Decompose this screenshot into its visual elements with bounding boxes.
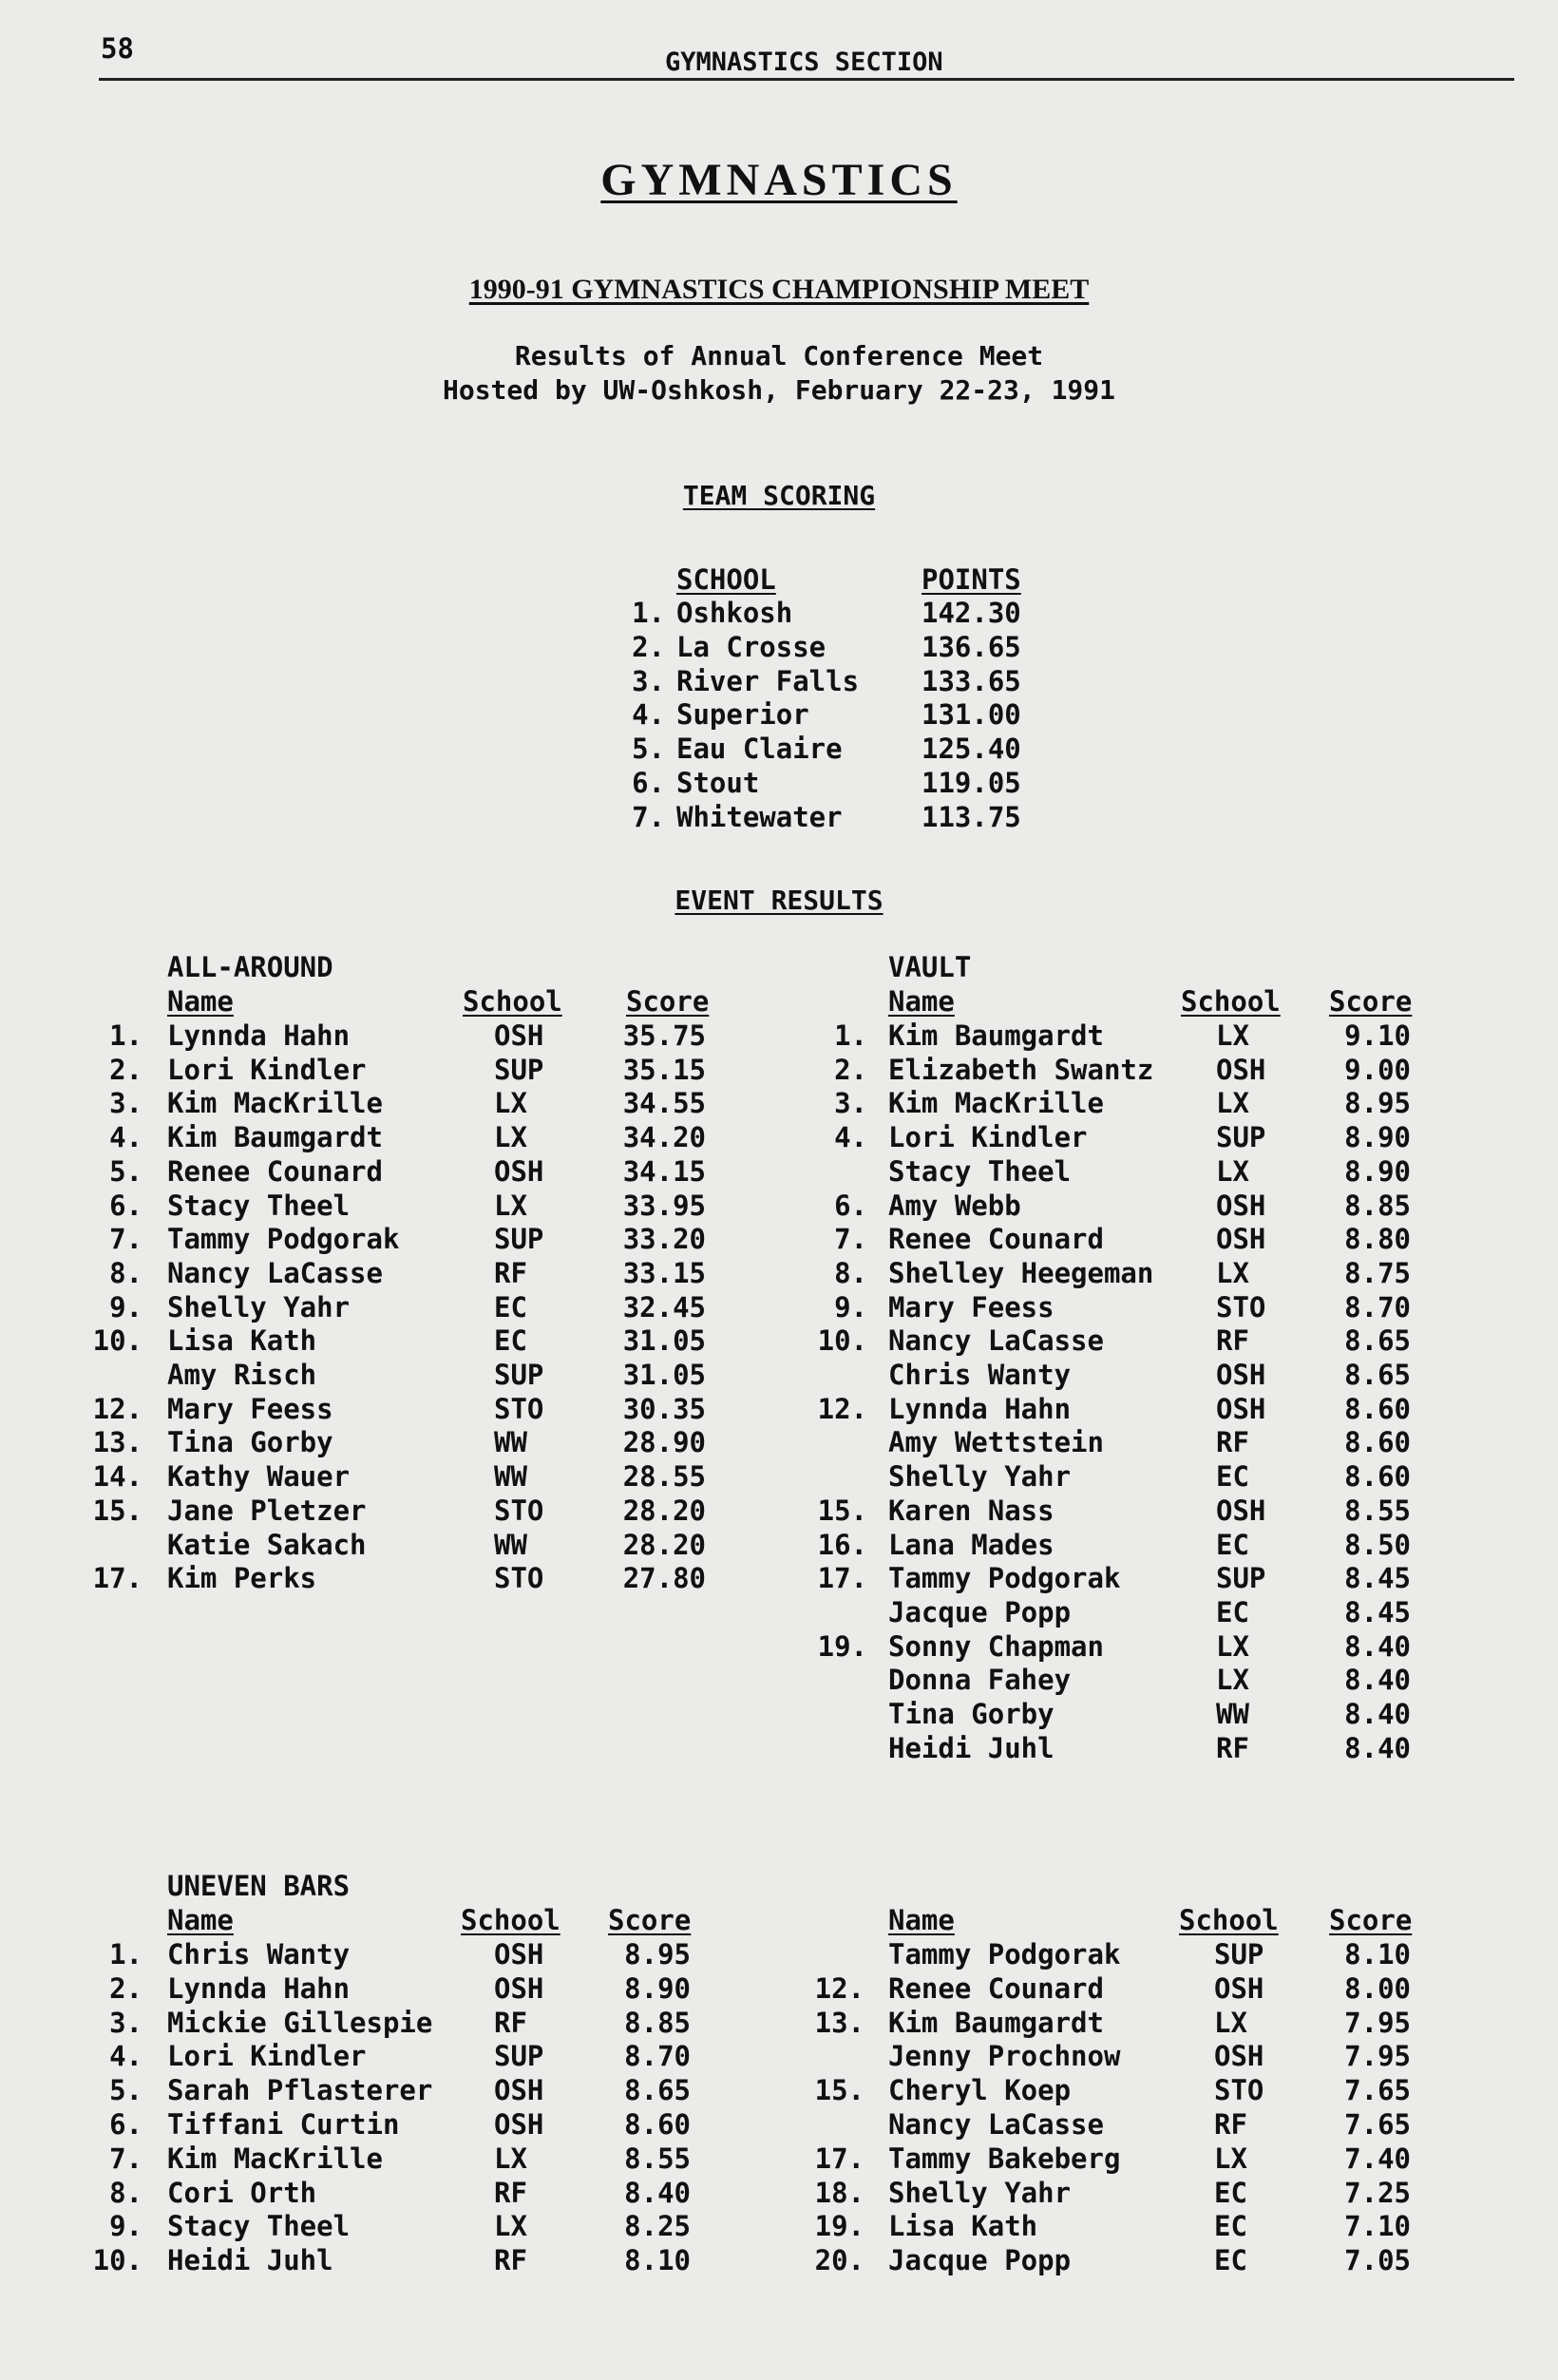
col-school-header: School bbox=[461, 1904, 560, 1936]
rank: 19. bbox=[817, 1629, 867, 1663]
school-code: SUP bbox=[494, 2040, 544, 2073]
team-points: 142.30 bbox=[922, 597, 1021, 629]
school-code: RF bbox=[1216, 1426, 1249, 1459]
score: 8.70 bbox=[624, 2040, 691, 2073]
school-code: LX bbox=[1216, 1087, 1249, 1120]
athlete-name: Sarah Pflasterer bbox=[167, 2074, 433, 2107]
team-rank: 3. bbox=[632, 664, 665, 697]
rank: 5. bbox=[109, 2074, 142, 2107]
team-points: 119.05 bbox=[922, 767, 1021, 799]
rank: 1. bbox=[834, 1019, 867, 1052]
rank: 17. bbox=[817, 1562, 867, 1595]
rank: 13. bbox=[92, 1426, 142, 1459]
score: 7.65 bbox=[1344, 2074, 1411, 2107]
team-school: Eau Claire bbox=[676, 733, 843, 766]
school-code: OSH bbox=[494, 1154, 544, 1188]
score: 8.90 bbox=[624, 1971, 691, 2005]
team-col-school-header: SCHOOL bbox=[676, 563, 776, 596]
rank: 10. bbox=[817, 1324, 867, 1358]
athlete-name: Nancy LaCasse bbox=[888, 2108, 1104, 2141]
team-school: Superior bbox=[676, 698, 809, 732]
athlete-name: Kim Perks bbox=[167, 1562, 317, 1595]
rank: 1. bbox=[109, 1019, 142, 1052]
school-code: OSH bbox=[494, 1971, 544, 2005]
school-code: OSH bbox=[1216, 1359, 1266, 1391]
team-school: River Falls bbox=[676, 664, 860, 697]
school-code: EC bbox=[494, 1290, 527, 1323]
team-points: 133.65 bbox=[922, 664, 1021, 697]
athlete-name: Kim MacKrille bbox=[167, 2142, 383, 2175]
athlete-name: Mary Feess bbox=[167, 1392, 333, 1425]
athlete-name: Stacy Theel bbox=[167, 2210, 351, 2243]
school-code: SUP bbox=[1216, 1121, 1266, 1154]
school-code: STO bbox=[494, 1494, 544, 1527]
athlete-name: Tammy Bakeberg bbox=[888, 2142, 1121, 2175]
athlete-name: Renee Counard bbox=[167, 1154, 383, 1188]
athlete-name: Lisa Kath bbox=[167, 1324, 317, 1358]
rank: 13. bbox=[814, 2006, 864, 2039]
rank: 18. bbox=[814, 2176, 864, 2209]
rank: 4. bbox=[109, 1121, 142, 1154]
school-code: RF bbox=[1216, 1324, 1249, 1358]
score: 27.80 bbox=[622, 1562, 706, 1595]
score: 34.20 bbox=[622, 1121, 706, 1154]
rank: 15. bbox=[92, 1494, 142, 1527]
score: 31.05 bbox=[622, 1324, 706, 1358]
athlete-name: Shelly Yahr bbox=[888, 1460, 1072, 1494]
score: 8.40 bbox=[1344, 1731, 1411, 1764]
score: 9.00 bbox=[1344, 1053, 1411, 1086]
school-code: EC bbox=[494, 1324, 527, 1358]
team-rank: 6. bbox=[632, 767, 665, 799]
score: 8.60 bbox=[1344, 1460, 1411, 1494]
athlete-name: Kathy Wauer bbox=[167, 1460, 351, 1494]
col-name-header: Name bbox=[167, 985, 234, 1018]
meet-title: 1990-91 GYMNASTICS CHAMPIONSHIP MEET bbox=[468, 274, 1090, 305]
school-code: LX bbox=[494, 1189, 527, 1222]
score: 8.55 bbox=[1344, 1494, 1411, 1527]
score: 8.65 bbox=[1344, 1324, 1411, 1358]
score: 9.10 bbox=[1344, 1019, 1411, 1052]
team-school: La Crosse bbox=[676, 630, 826, 663]
rank: 7. bbox=[109, 1223, 142, 1256]
score: 33.15 bbox=[622, 1256, 706, 1289]
score: 33.20 bbox=[622, 1223, 706, 1256]
school-code: LX bbox=[494, 1121, 527, 1154]
score: 7.95 bbox=[1344, 2040, 1411, 2073]
athlete-name: Stacy Theel bbox=[888, 1154, 1072, 1188]
rank: 1. bbox=[109, 1938, 142, 1971]
athlete-name: Lana Mades bbox=[888, 1528, 1054, 1561]
rank: 12. bbox=[814, 1971, 864, 2005]
rank: 15. bbox=[814, 2074, 864, 2107]
school-code: SUP bbox=[494, 1359, 544, 1391]
athlete-name: Kim MacKrille bbox=[888, 1087, 1104, 1120]
score: 34.15 bbox=[622, 1154, 706, 1188]
athlete-name: Heidi Juhl bbox=[167, 2244, 333, 2277]
score: 28.55 bbox=[622, 1460, 706, 1494]
school-code: LX bbox=[494, 2210, 527, 2243]
col-score-header: Score bbox=[1329, 1904, 1413, 1936]
athlete-name: Renee Counard bbox=[888, 1971, 1104, 2005]
school-code: EC bbox=[1216, 1460, 1249, 1494]
col-score-header: Score bbox=[608, 1904, 692, 1936]
athlete-name: Lori Kindler bbox=[888, 1121, 1088, 1154]
athlete-name: Jacque Popp bbox=[888, 1595, 1072, 1628]
score: 8.60 bbox=[1344, 1426, 1411, 1459]
section-header: GYMNASTICS SECTION bbox=[665, 48, 943, 77]
rank: 12. bbox=[92, 1392, 142, 1425]
rank: 10. bbox=[92, 2244, 142, 2277]
team-col-points-header: POINTS bbox=[922, 563, 1021, 596]
athlete-name: Donna Fahey bbox=[888, 1664, 1072, 1697]
score: 8.90 bbox=[1344, 1121, 1411, 1154]
score: 8.00 bbox=[1344, 1971, 1411, 2005]
athlete-name: Shelley Heegeman bbox=[888, 1256, 1154, 1289]
vault-table-title: VAULT bbox=[888, 951, 972, 983]
score: 8.40 bbox=[1344, 1698, 1411, 1730]
score: 35.75 bbox=[622, 1019, 706, 1052]
col-school-header: School bbox=[1181, 985, 1281, 1018]
score: 7.05 bbox=[1344, 2244, 1411, 2277]
team-rank: 1. bbox=[632, 597, 665, 629]
school-code: STO bbox=[494, 1562, 544, 1595]
athlete-name: Jenny Prochnow bbox=[888, 2040, 1121, 2073]
score: 8.50 bbox=[1344, 1528, 1411, 1561]
school-code: OSH bbox=[1216, 1392, 1266, 1425]
event-results-heading: EVENT RESULTS bbox=[674, 885, 884, 916]
team-school: Stout bbox=[676, 767, 760, 799]
rank: 8. bbox=[109, 2176, 142, 2209]
col-score-header: Score bbox=[1329, 985, 1413, 1018]
rank: 5. bbox=[109, 1154, 142, 1188]
athlete-name: Stacy Theel bbox=[167, 1189, 351, 1222]
athlete-name: Amy Webb bbox=[888, 1189, 1021, 1222]
school-code: STO bbox=[494, 1392, 544, 1425]
athlete-name: Lisa Kath bbox=[888, 2210, 1038, 2243]
athlete-name: Kim MacKrille bbox=[167, 1087, 383, 1120]
score: 31.05 bbox=[622, 1359, 706, 1391]
score: 7.25 bbox=[1344, 2176, 1411, 2209]
rank: 14. bbox=[92, 1460, 142, 1494]
athlete-name: Amy Risch bbox=[167, 1359, 317, 1391]
score: 8.55 bbox=[624, 2142, 691, 2175]
col-school-header: School bbox=[463, 985, 562, 1018]
athlete-name: Kim Baumgardt bbox=[888, 1019, 1104, 1052]
rank: 3. bbox=[109, 2006, 142, 2039]
school-code: SUP bbox=[494, 1053, 544, 1086]
school-code: OSH bbox=[1216, 1223, 1266, 1256]
school-code: OSH bbox=[494, 1019, 544, 1052]
team-rank: 7. bbox=[632, 800, 665, 833]
rank: 3. bbox=[834, 1087, 867, 1120]
score: 8.40 bbox=[1344, 1629, 1411, 1663]
athlete-name: Tammy Podgorak bbox=[888, 1562, 1121, 1595]
school-code: LX bbox=[1214, 2142, 1247, 2175]
team-points: 136.65 bbox=[922, 630, 1021, 663]
school-code: RF bbox=[1216, 1731, 1249, 1764]
page-number: 58 bbox=[101, 32, 134, 65]
rank: 9. bbox=[109, 1290, 142, 1323]
subtitle-results: Results of Annual Conference Meet bbox=[514, 340, 1044, 371]
subtitle-hosted: Hosted by UW-Oshkosh, February 22-23, 1991 bbox=[442, 374, 1115, 406]
team-points: 131.00 bbox=[922, 698, 1021, 732]
score: 8.10 bbox=[624, 2244, 691, 2277]
score: 8.60 bbox=[624, 2108, 691, 2141]
athlete-name: Cheryl Koep bbox=[888, 2074, 1072, 2107]
school-code: WW bbox=[1216, 1698, 1249, 1730]
rank: 7. bbox=[109, 2142, 142, 2175]
rank: 15. bbox=[817, 1494, 867, 1527]
rank: 4. bbox=[109, 2040, 142, 2073]
athlete-name: Nancy LaCasse bbox=[888, 1324, 1104, 1358]
team-rank: 5. bbox=[632, 733, 665, 766]
rank: 17. bbox=[92, 1562, 142, 1595]
score: 8.95 bbox=[624, 1938, 691, 1971]
athlete-name: Shelly Yahr bbox=[888, 2176, 1072, 2209]
school-code: RF bbox=[494, 2006, 527, 2039]
school-code: EC bbox=[1214, 2210, 1247, 2243]
all-around-table-title: ALL-AROUND bbox=[167, 951, 333, 983]
rank: 2. bbox=[109, 1053, 142, 1086]
score: 8.65 bbox=[1344, 1359, 1411, 1391]
score: 33.95 bbox=[622, 1189, 706, 1222]
team-points: 125.40 bbox=[922, 733, 1021, 766]
score: 8.80 bbox=[1344, 1223, 1411, 1256]
score: 8.10 bbox=[1344, 1938, 1411, 1971]
athlete-name: Shelly Yahr bbox=[167, 1290, 351, 1323]
score: 8.85 bbox=[1344, 1189, 1411, 1222]
score: 28.20 bbox=[622, 1494, 706, 1527]
school-code: EC bbox=[1214, 2176, 1247, 2209]
score: 8.45 bbox=[1344, 1562, 1411, 1595]
athlete-name: Kim Baumgardt bbox=[888, 2006, 1104, 2039]
score: 8.40 bbox=[624, 2176, 691, 2209]
team-points: 113.75 bbox=[922, 800, 1021, 833]
rank: 6. bbox=[109, 1189, 142, 1222]
rank: 12. bbox=[817, 1392, 867, 1425]
athlete-name: Chris Wanty bbox=[888, 1359, 1072, 1391]
school-code: EC bbox=[1214, 2244, 1247, 2277]
score: 35.15 bbox=[622, 1053, 706, 1086]
score: 7.65 bbox=[1344, 2108, 1411, 2141]
school-code: OSH bbox=[494, 2074, 544, 2107]
athlete-name: Lynnda Hahn bbox=[167, 1971, 351, 2005]
school-code: LX bbox=[1216, 1154, 1249, 1188]
score: 8.40 bbox=[1344, 1664, 1411, 1697]
school-code: OSH bbox=[494, 1938, 544, 1971]
school-code: LX bbox=[1216, 1256, 1249, 1289]
school-code: RF bbox=[494, 2244, 527, 2277]
uneven-bars-left-table-title: UNEVEN BARS bbox=[167, 1870, 351, 1902]
team-rank: 4. bbox=[632, 698, 665, 732]
school-code: OSH bbox=[1214, 1971, 1264, 2005]
school-code: OSH bbox=[1216, 1494, 1266, 1527]
score: 8.25 bbox=[624, 2210, 691, 2243]
athlete-name: Amy Wettstein bbox=[888, 1426, 1104, 1459]
school-code: EC bbox=[1216, 1595, 1249, 1628]
rank: 17. bbox=[814, 2142, 864, 2175]
athlete-name: Tammy Podgorak bbox=[167, 1223, 400, 1256]
athlete-name: Kim Baumgardt bbox=[167, 1121, 383, 1154]
school-code: OSH bbox=[1214, 2040, 1264, 2073]
rank: 9. bbox=[109, 2210, 142, 2243]
school-code: LX bbox=[1216, 1629, 1249, 1663]
score: 8.90 bbox=[1344, 1154, 1411, 1188]
rank: 8. bbox=[834, 1256, 867, 1289]
athlete-name: Renee Counard bbox=[888, 1223, 1104, 1256]
athlete-name: Jane Pletzer bbox=[167, 1494, 367, 1527]
team-scoring-heading: TEAM SCORING bbox=[682, 480, 876, 511]
team-school: Oshkosh bbox=[676, 597, 793, 629]
score: 32.45 bbox=[622, 1290, 706, 1323]
score: 7.95 bbox=[1344, 2006, 1411, 2039]
rank: 3. bbox=[109, 1087, 142, 1120]
school-code: WW bbox=[494, 1426, 527, 1459]
rank: 4. bbox=[834, 1121, 867, 1154]
athlete-name: Mary Feess bbox=[888, 1290, 1054, 1323]
rank: 16. bbox=[817, 1528, 867, 1561]
score: 8.60 bbox=[1344, 1392, 1411, 1425]
score: 8.65 bbox=[624, 2074, 691, 2107]
col-score-header: Score bbox=[626, 985, 710, 1018]
athlete-name: Sonny Chapman bbox=[888, 1629, 1104, 1663]
page-title: GYMNASTICS bbox=[600, 155, 958, 205]
score: 8.75 bbox=[1344, 1256, 1411, 1289]
school-code: OSH bbox=[494, 2108, 544, 2141]
school-code: LX bbox=[1216, 1019, 1249, 1052]
school-code: LX bbox=[1214, 2006, 1247, 2039]
score: 8.85 bbox=[624, 2006, 691, 2039]
school-code: OSH bbox=[1216, 1189, 1266, 1222]
athlete-name: Lynnda Hahn bbox=[888, 1392, 1072, 1425]
athlete-name: Elizabeth Swantz bbox=[888, 1053, 1154, 1086]
school-code: EC bbox=[1216, 1528, 1249, 1561]
school-code: LX bbox=[494, 2142, 527, 2175]
athlete-name: Jacque Popp bbox=[888, 2244, 1072, 2277]
athlete-name: Heidi Juhl bbox=[888, 1731, 1054, 1764]
score: 7.10 bbox=[1344, 2210, 1411, 2243]
col-name-header: Name bbox=[888, 1904, 955, 1936]
athlete-name: Tina Gorby bbox=[167, 1426, 333, 1459]
school-code: RF bbox=[494, 1256, 527, 1289]
score: 7.40 bbox=[1344, 2142, 1411, 2175]
athlete-name: Karen Nass bbox=[888, 1494, 1054, 1527]
athlete-name: Lori Kindler bbox=[167, 1053, 367, 1086]
score: 34.55 bbox=[622, 1087, 706, 1120]
athlete-name: Cori Orth bbox=[167, 2176, 317, 2209]
athlete-name: Lynnda Hahn bbox=[167, 1019, 351, 1052]
col-school-header: School bbox=[1179, 1904, 1279, 1936]
school-code: RF bbox=[1214, 2108, 1247, 2141]
score: 8.95 bbox=[1344, 1087, 1411, 1120]
rank: 6. bbox=[109, 2108, 142, 2141]
score: 8.70 bbox=[1344, 1290, 1411, 1323]
athlete-name: Tiffani Curtin bbox=[167, 2108, 400, 2141]
school-code: RF bbox=[494, 2176, 527, 2209]
score: 30.35 bbox=[622, 1392, 706, 1425]
athlete-name: Nancy LaCasse bbox=[167, 1256, 383, 1289]
rank: 19. bbox=[814, 2210, 864, 2243]
school-code: LX bbox=[494, 1087, 527, 1120]
rank: 20. bbox=[814, 2244, 864, 2277]
school-code: SUP bbox=[1214, 1938, 1264, 1971]
rank: 8. bbox=[109, 1256, 142, 1289]
school-code: SUP bbox=[1216, 1562, 1266, 1595]
col-name-header: Name bbox=[888, 985, 955, 1018]
score: 8.45 bbox=[1344, 1595, 1411, 1628]
rank: 7. bbox=[834, 1223, 867, 1256]
school-code: LX bbox=[1216, 1664, 1249, 1697]
school-code: OSH bbox=[1216, 1053, 1266, 1086]
athlete-name: Mickie Gillespie bbox=[167, 2006, 433, 2039]
rank: 2. bbox=[109, 1971, 142, 2005]
rank: 10. bbox=[92, 1324, 142, 1358]
school-code: STO bbox=[1214, 2074, 1264, 2107]
athlete-name: Lori Kindler bbox=[167, 2040, 367, 2073]
school-code: SUP bbox=[494, 1223, 544, 1256]
score: 28.90 bbox=[622, 1426, 706, 1459]
rank: 2. bbox=[834, 1053, 867, 1086]
school-code: STO bbox=[1216, 1290, 1266, 1323]
col-name-header: Name bbox=[167, 1904, 234, 1936]
team-rank: 2. bbox=[632, 630, 665, 663]
school-code: WW bbox=[494, 1460, 527, 1494]
athlete-name: Tammy Podgorak bbox=[888, 1938, 1121, 1971]
rank: 6. bbox=[834, 1189, 867, 1222]
athlete-name: Tina Gorby bbox=[888, 1698, 1054, 1730]
header-rule bbox=[99, 78, 1514, 81]
athlete-name: Chris Wanty bbox=[167, 1938, 351, 1971]
athlete-name: Katie Sakach bbox=[167, 1528, 367, 1561]
score: 28.20 bbox=[622, 1528, 706, 1561]
school-code: WW bbox=[494, 1528, 527, 1561]
team-school: Whitewater bbox=[676, 800, 843, 833]
rank: 9. bbox=[834, 1290, 867, 1323]
